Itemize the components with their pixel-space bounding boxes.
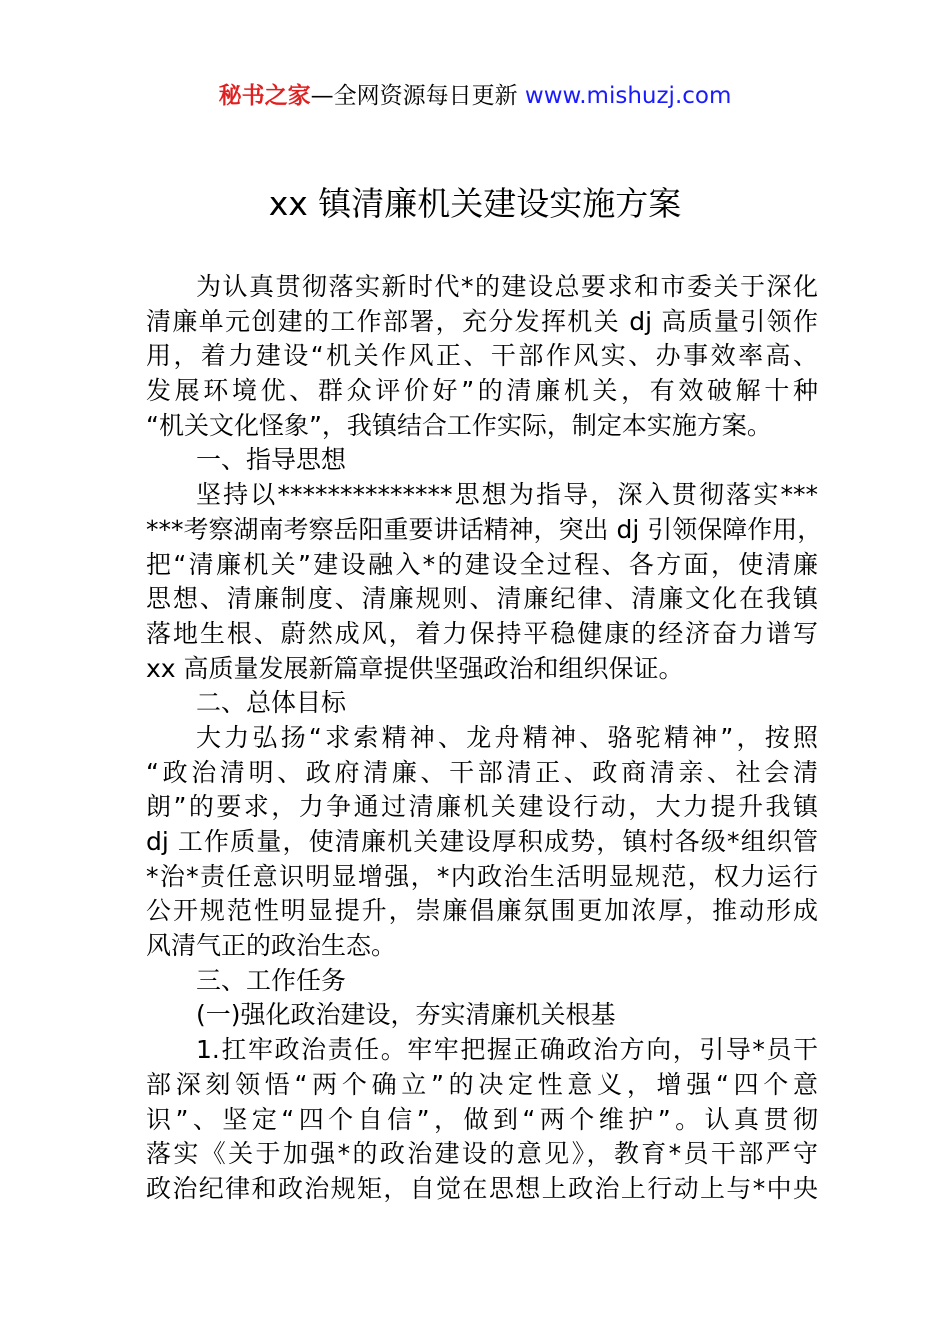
text-line: dj 工作质量，使清廉机关建设厚积成势，镇村各级*组织管 [146, 827, 818, 856]
text-line: 为认真贯彻落实新时代*的建设总要求和市委关于深化 [196, 272, 818, 301]
site-header [0, 80, 950, 112]
text-line: 思想、清廉制度、清廉规则、清廉纪律、清廉文化在我镇 [146, 584, 818, 614]
text-line: 政治纪律和政治规矩，自觉在思想上政治上行动上与*中央 [146, 1173, 818, 1203]
text-line: ***考察湖南考察岳阳重要讲话精神，突出 dj 引领保障作用， [146, 514, 823, 544]
text-line: “政治清明、政府清廉、干部清正、政商清亲、社会清 [146, 757, 818, 787]
text-line: 落实《关于加强*的政治建设的意见》，教育*员干部严守 [146, 1139, 818, 1169]
text-line: 部深刻领悟“两个确立”的决定性意义，增强“四个意 [146, 1069, 818, 1099]
text-line: 三、工作任务 [196, 965, 347, 995]
text-line: *治*责任意识明显增强，*内政治生活明显规范，权力运行 [146, 861, 818, 891]
text-line: 二、总体目标 [196, 688, 347, 718]
text-line: 用，着力建设“机关作风正、干部作风实、办事效率高、 [146, 341, 818, 371]
text-line: “机关文化怪象”，我镇结合工作实际，制定本实施方案。 [146, 410, 772, 440]
site-brand: 秘书之家 [218, 83, 311, 109]
text-line: 一、指导思想 [196, 445, 347, 475]
text-line: 发展环境优、群众评价好”的清廉机关，有效破解十种 [146, 376, 818, 406]
text-line: 1.扛牢政治责任。牢牢把握正确政治方向，引导*员干 [196, 1035, 818, 1065]
text-line: (一)强化政治建设，夯实清廉机关根基 [196, 1000, 616, 1030]
document-title: xx 镇清廉机关建设实施方案 [268, 184, 682, 223]
text-line: 清廉单元创建的工作部署，充分发挥机关 dj 高质量引领作 [146, 306, 818, 336]
text-line: 识”、坚定“四个自信”，做到“两个维护”。认真贯彻 [146, 1104, 818, 1134]
text-line: 公开规范性明显提升，崇廉倡廉氛围更加浓厚，推动形成 [146, 896, 818, 926]
text-line: 朗”的要求，力争通过清廉机关建设行动，大力提升我镇 [146, 792, 818, 822]
text-line: 落地生根、蔚然成风，着力保持平稳健康的经济奋力谱写 [146, 618, 818, 648]
text-line: 坚持以**************思想为指导，深入贯彻落实*** [196, 480, 818, 510]
site-slogan: —全网资源每日更新 [310, 83, 525, 109]
site-url-link[interactable]: www.mishuzj.com [524, 83, 732, 109]
text-line: xx 高质量发展新篇章提供坚强政治和组织保证。 [146, 653, 684, 683]
text-line: 把“清廉机关”建设融入*的建设全过程、各方面，使清廉 [146, 549, 818, 579]
text-line: 大力弘扬“求索精神、龙舟精神、骆驼精神”，按照 [196, 722, 818, 752]
text-line: 风清气正的政治生态。 [146, 931, 397, 961]
document-body [146, 270, 823, 1207]
